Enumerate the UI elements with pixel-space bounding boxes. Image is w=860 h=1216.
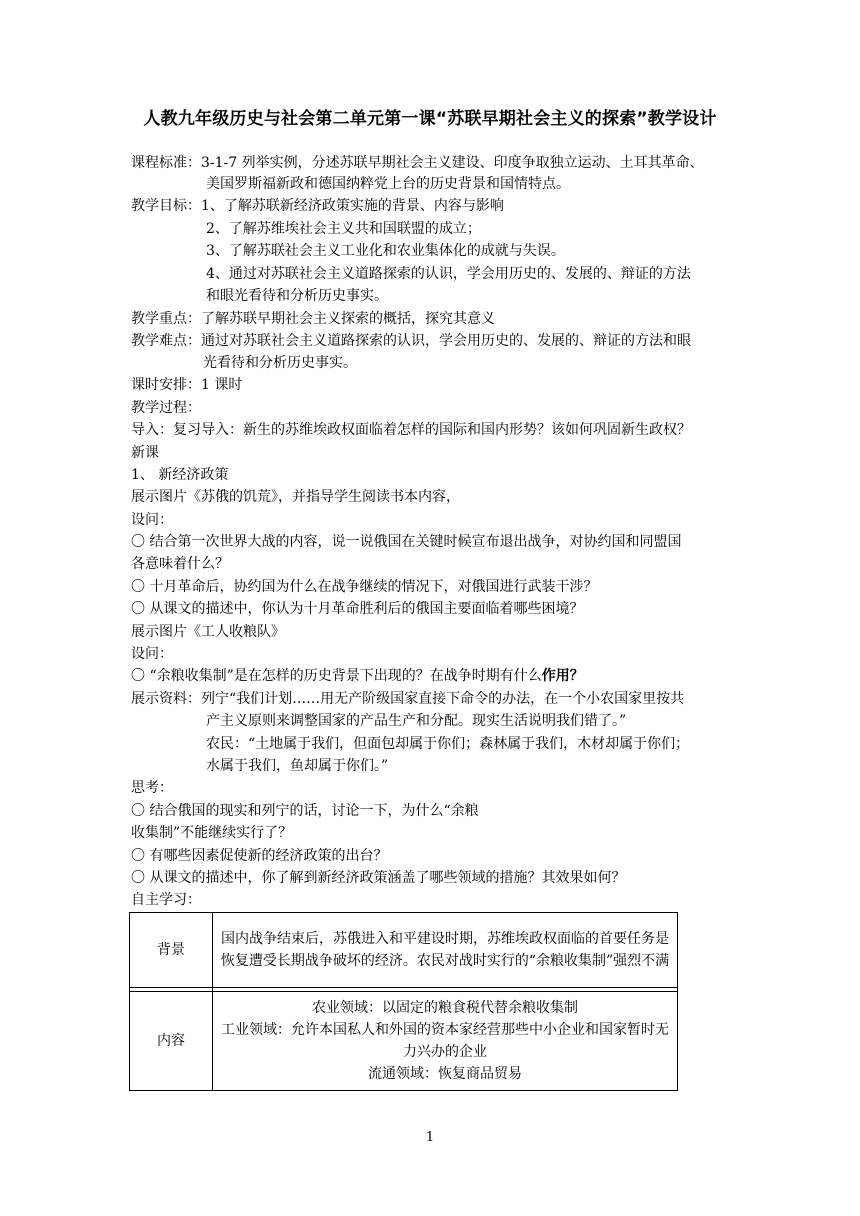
table-cell-text: 流通领域：恢复商品贸易 bbox=[368, 1066, 522, 1082]
text-line: 〇 结合俄国的现实和列宁的话，讨论一下，为什么“余粮 bbox=[131, 803, 479, 819]
text-segment: 〇 “余粮收集制”是在怎样的历史背景下出现的？在战争时期有什么 bbox=[131, 668, 542, 684]
text-line: 课程标准：3-1-7 列举实例，分述苏联早期社会主义建设、印度争取独立运动、土耳其革命、 bbox=[131, 155, 704, 171]
text-line: 设问： bbox=[131, 512, 173, 528]
text-line: 水属于我们，鱼却属于你们。” bbox=[206, 758, 389, 774]
text-line: 2、了解苏维埃社会主义共和国联盟的成立； bbox=[206, 221, 481, 237]
text-line: 农民：“土地属于我们，但面包却属于你们；森林属于我们，木材却属于你们； bbox=[206, 736, 690, 752]
text-line: 展示图片《苏俄的饥荒》，并指导学生阅读书本内容， bbox=[131, 489, 460, 505]
study-table bbox=[129, 912, 678, 1091]
page-number: 1 bbox=[425, 1130, 435, 1145]
text-line: 教学过程： bbox=[131, 400, 201, 416]
table-header-cell: 内容 bbox=[130, 992, 213, 1091]
text-line: 新课 bbox=[131, 445, 159, 461]
text-line: 各意味着什么？ bbox=[131, 556, 229, 572]
text-line: 〇 结合第一次世界大战的内容，说一说俄国在关键时候宣布退出战争，对协约国和同盟国 bbox=[131, 534, 682, 550]
text-line: 展示资料：列宁“我们计划……用无产阶级国家直接下命令的办法，在一个小农国家里按共 bbox=[131, 691, 685, 707]
text-line: 设问： bbox=[131, 646, 173, 662]
table-header-cell: 背景 bbox=[130, 913, 213, 988]
text-line: 教学难点：通过对苏联社会主义道路探索的认识，学会用历史的、发展的、辩证的方法和眼 bbox=[131, 333, 691, 349]
table-cell-text: 国内战争结束后，苏俄进入和平建设时期，苏维埃政权面临的首要任务是恢复遭受长期战争破坏的经济。农民对战时实行的“余粮收集制”强烈不满 bbox=[220, 931, 670, 969]
bold-text-segment: 作用？ bbox=[541, 668, 584, 684]
text-line bbox=[131, 666, 584, 686]
text-line: 和眼光看待和分析历史事实。 bbox=[206, 288, 388, 304]
text-line: 产主义原则来调整国家的产品生产和分配。现实生活说明我们错了。” bbox=[206, 713, 627, 729]
text-line: 〇 从课文的描述中，你认为十月革命胜利后的俄国主要面临着哪些困境？ bbox=[131, 601, 584, 617]
document-title: 人教九年级历史与社会第二单元第一课“苏联早期社会主义的探索”教学设计 bbox=[143, 109, 717, 129]
text-line: 课时安排：1 课时 bbox=[131, 377, 243, 393]
table-row bbox=[130, 992, 678, 1091]
text-line: 导入：复习导入：新生的苏维埃政权面临着怎样的国际和国内形势？该如何巩固新生政权？ bbox=[131, 422, 691, 438]
text-line: 思考： bbox=[131, 780, 173, 796]
table-cell bbox=[213, 913, 678, 988]
text-line: 教学目标：1、了解苏联新经济政策实施的背景、内容与影响 bbox=[131, 198, 504, 214]
text-line: 4、通过对苏联社会主义道路探索的认识，学会用历史的、发展的、辩证的方法 bbox=[206, 266, 691, 282]
text-line: 展示图片《工人收粮队》 bbox=[131, 624, 285, 640]
table-cell-text: 工业领域：允许本国私人和外国的资本家经营那些中小企业和国家暂时无力兴办的企业 bbox=[221, 1022, 669, 1060]
table-cell bbox=[213, 992, 678, 1091]
text-line: 〇 有哪些因素促使新的经济政策的出台？ bbox=[131, 848, 388, 864]
text-line: 收集制”不能继续实行了？ bbox=[131, 825, 293, 841]
text-line: 3、了解苏联社会主义工业化和农业集体化的成就与失误。 bbox=[206, 243, 565, 259]
table-cell-text: 农业领域：以固定的粮食税代替余粮收集制 bbox=[312, 1000, 578, 1016]
text-line: 美国罗斯福新政和德国纳粹党上台的历史背景和国情特点。 bbox=[206, 176, 570, 192]
text-line: 〇 十月革命后，协约国为什么在战争继续的情况下，对俄国进行武装干涉？ bbox=[131, 579, 598, 595]
text-line: 自主学习： bbox=[131, 892, 201, 908]
text-line: 教学重点：了解苏联早期社会主义探索的概括，探究其意义 bbox=[131, 311, 495, 327]
text-line: 光看待和分析历史事实。 bbox=[203, 355, 357, 371]
text-line: 1、 新经济政策 bbox=[131, 467, 229, 483]
table-row bbox=[130, 913, 678, 988]
text-line: 〇 从课文的描述中，你了解到新经济政策涵盖了哪些领域的措施？其效果如何？ bbox=[131, 870, 626, 886]
